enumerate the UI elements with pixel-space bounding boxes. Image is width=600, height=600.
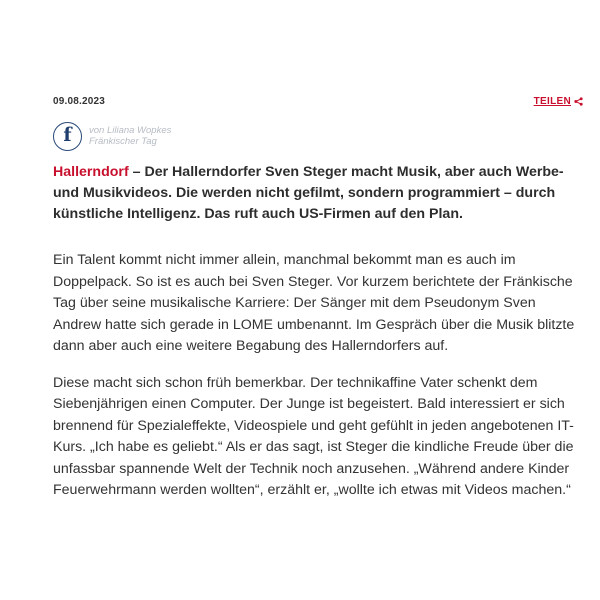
body-paragraph: Diese macht sich schon früh bemerkbar. Der technikaffine Vater schenkt dem Siebenjährigen einen Computer. Der Junge ist begeistert. Bald interessiert er sich brennend für Spezialeffekte, Videospiele und geht gefühlt in jeden angebotenen IT-Kurs. „Ich habe es geliebt.“ Als er das sagt, ist Steger die kindliche Freude über die unfassbar spannende Welt der Technik noch anzusehen. „Während andere Kinder Feuerwehrmann werden wollten“, erzählt er, „wollte ich etwas mit Videos machen.“	[53, 374, 574, 498]
logo-letter: f	[63, 124, 72, 146]
lead-location: Hallerndorf	[53, 164, 129, 180]
article-lead	[53, 162, 583, 225]
body-paragraph: Ein Talent kommt nicht immer allein, manchmal bekommt man es auch im Doppelpack. So ist es auch bei Sven Steger. Vor kurzem berichtete der Fränkische Tag über seine musikalische Karriere: Der Sänger mit dem Pseudonym Sven Andrew hatte sich gerade in LOME umbenannt. Im Gespräch über die Musik blitzte dann aber auch eine weitere Begabung des Hallerndorfers auf.	[53, 252, 575, 354]
author-byline: von Liliana Wopkes	[89, 125, 172, 136]
author-info	[89, 125, 171, 147]
article	[53, 92, 583, 502]
share-button[interactable]	[534, 96, 583, 107]
article-meta-row	[53, 92, 583, 110]
publish-date: 09.08.2023	[53, 95, 106, 107]
fraenkischer-tag-logo-icon	[53, 122, 82, 151]
author-row	[53, 120, 583, 152]
share-label[interactable]: TEILEN	[533, 95, 571, 107]
share-icon[interactable]	[574, 97, 583, 106]
author-outlet: Fränkischer Tag	[89, 136, 157, 147]
lead-text: – Der Hallerndorfer Sven Steger macht Musik, aber auch Werbe- und Musikvideos. Die werden nicht gefilmt, sondern programmiert – durch künstliche Intelligenz. Das ruft auch US-Firmen auf den Plan.	[53, 164, 564, 222]
